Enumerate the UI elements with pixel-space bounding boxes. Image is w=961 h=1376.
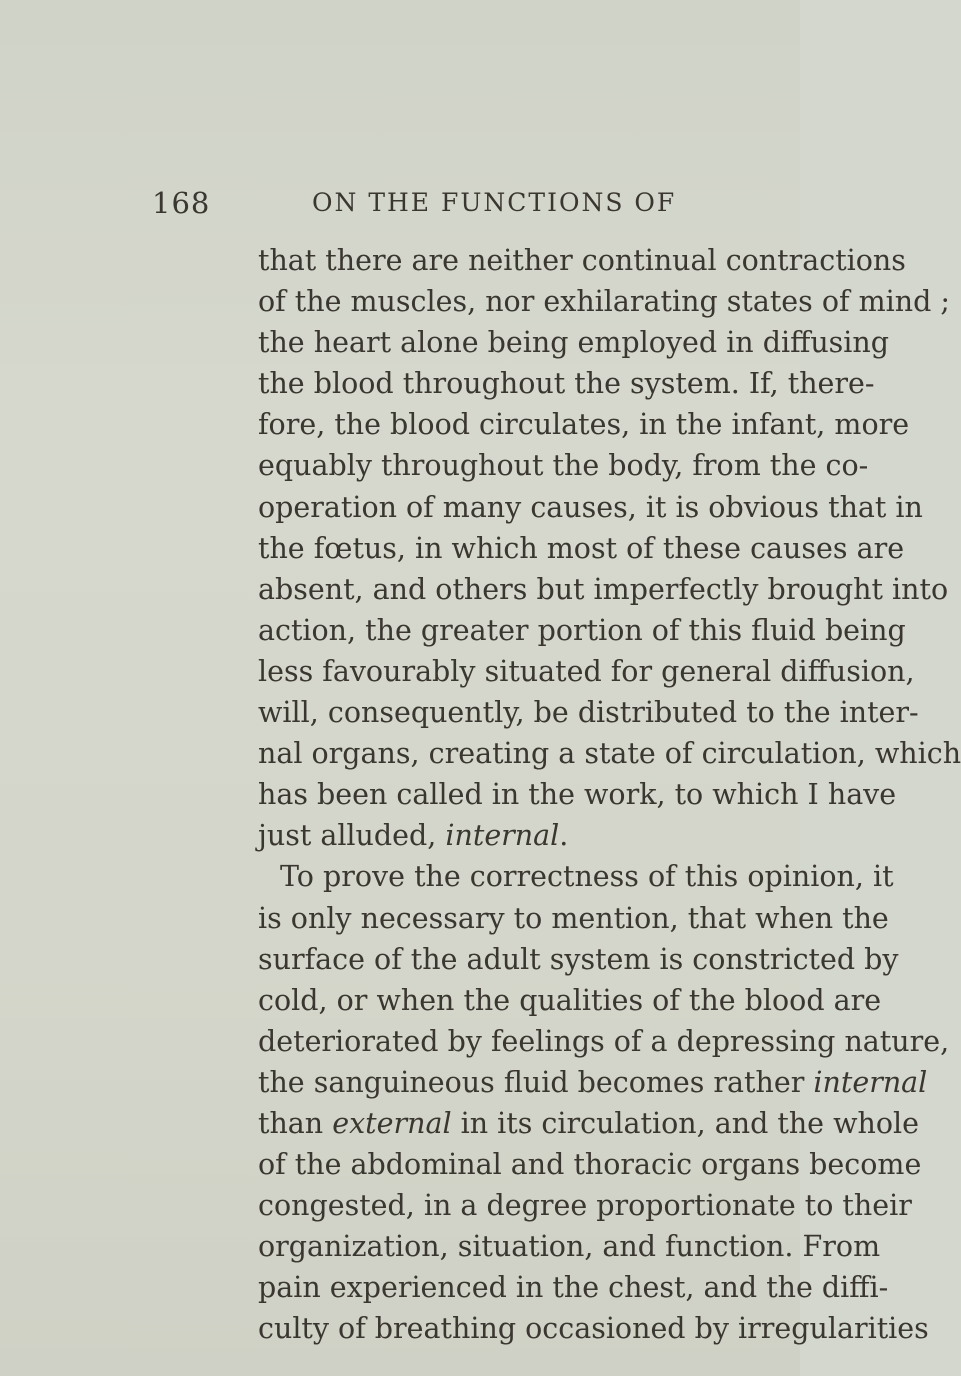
text-line: cold, or when the qualities of the blood are [258,983,882,1017]
page-number: 168 [152,186,211,220]
text-run: the sanguineous fluid becomes rather [258,1065,814,1099]
italic-term: internal [445,819,560,853]
text-line: has been called in the work, to which I have [258,778,897,812]
body-text [258,240,961,1350]
text-line: action, the greater portion of this fluid being [258,613,906,647]
text-line: that there are neither continual contractions [258,244,906,277]
text-line [258,815,792,856]
italic-term: internal [813,1065,928,1099]
text-line: the blood throughout the system. If, there- [258,367,875,401]
text-line: deteriorated by feelings of a depressing nature, [258,1024,950,1058]
text-run: . [559,819,569,853]
text-line: surface of the adult system is constricted by [258,942,899,976]
text-line: congested, in a degree proportionate to their [258,1189,912,1223]
text-line [258,1062,928,1103]
text-line: absent, and others but imperfectly brought into [258,572,949,606]
text-run: in its circulation, and the whole [451,1106,920,1140]
text-line: is only necessary to mention, that when the [258,901,889,935]
text-line: less favourably situated for general diffusion, [258,654,915,688]
italic-term: external [332,1106,452,1140]
text-line [258,1103,920,1144]
text-run: than [258,1106,333,1140]
text-line: organization, situation, and function. From [258,1230,881,1264]
page-header [152,186,682,226]
text-line: the fœtus, in which most of these causes are [258,531,905,565]
running-head: ON THE FUNCTIONS OF [312,188,677,217]
text-line: nal organs, creating a state of circulation, which [258,737,961,771]
text-line: fore, the blood circulates, in the infant, more [258,408,910,442]
text-line: of the muscles, nor exhilarating states of mind ; [258,285,950,319]
text-line: equably throughout the body, from the co- [258,449,869,483]
text-line: of the abdominal and thoracic organs become [258,1148,922,1182]
text-line: culty of breathing occasioned by irregularities [258,1312,929,1346]
text-line: will, consequently, be distributed to the inter- [258,696,919,730]
text-line: pain experienced in the chest, and the diffi- [258,1271,889,1305]
paragraph-start-line: To prove the correctness of this opinion, it [280,860,894,894]
text-run: just alluded, [258,819,446,853]
text-line: the heart alone being employed in diffusing [258,326,890,360]
text-line: operation of many causes, it is obvious that in [258,490,923,524]
